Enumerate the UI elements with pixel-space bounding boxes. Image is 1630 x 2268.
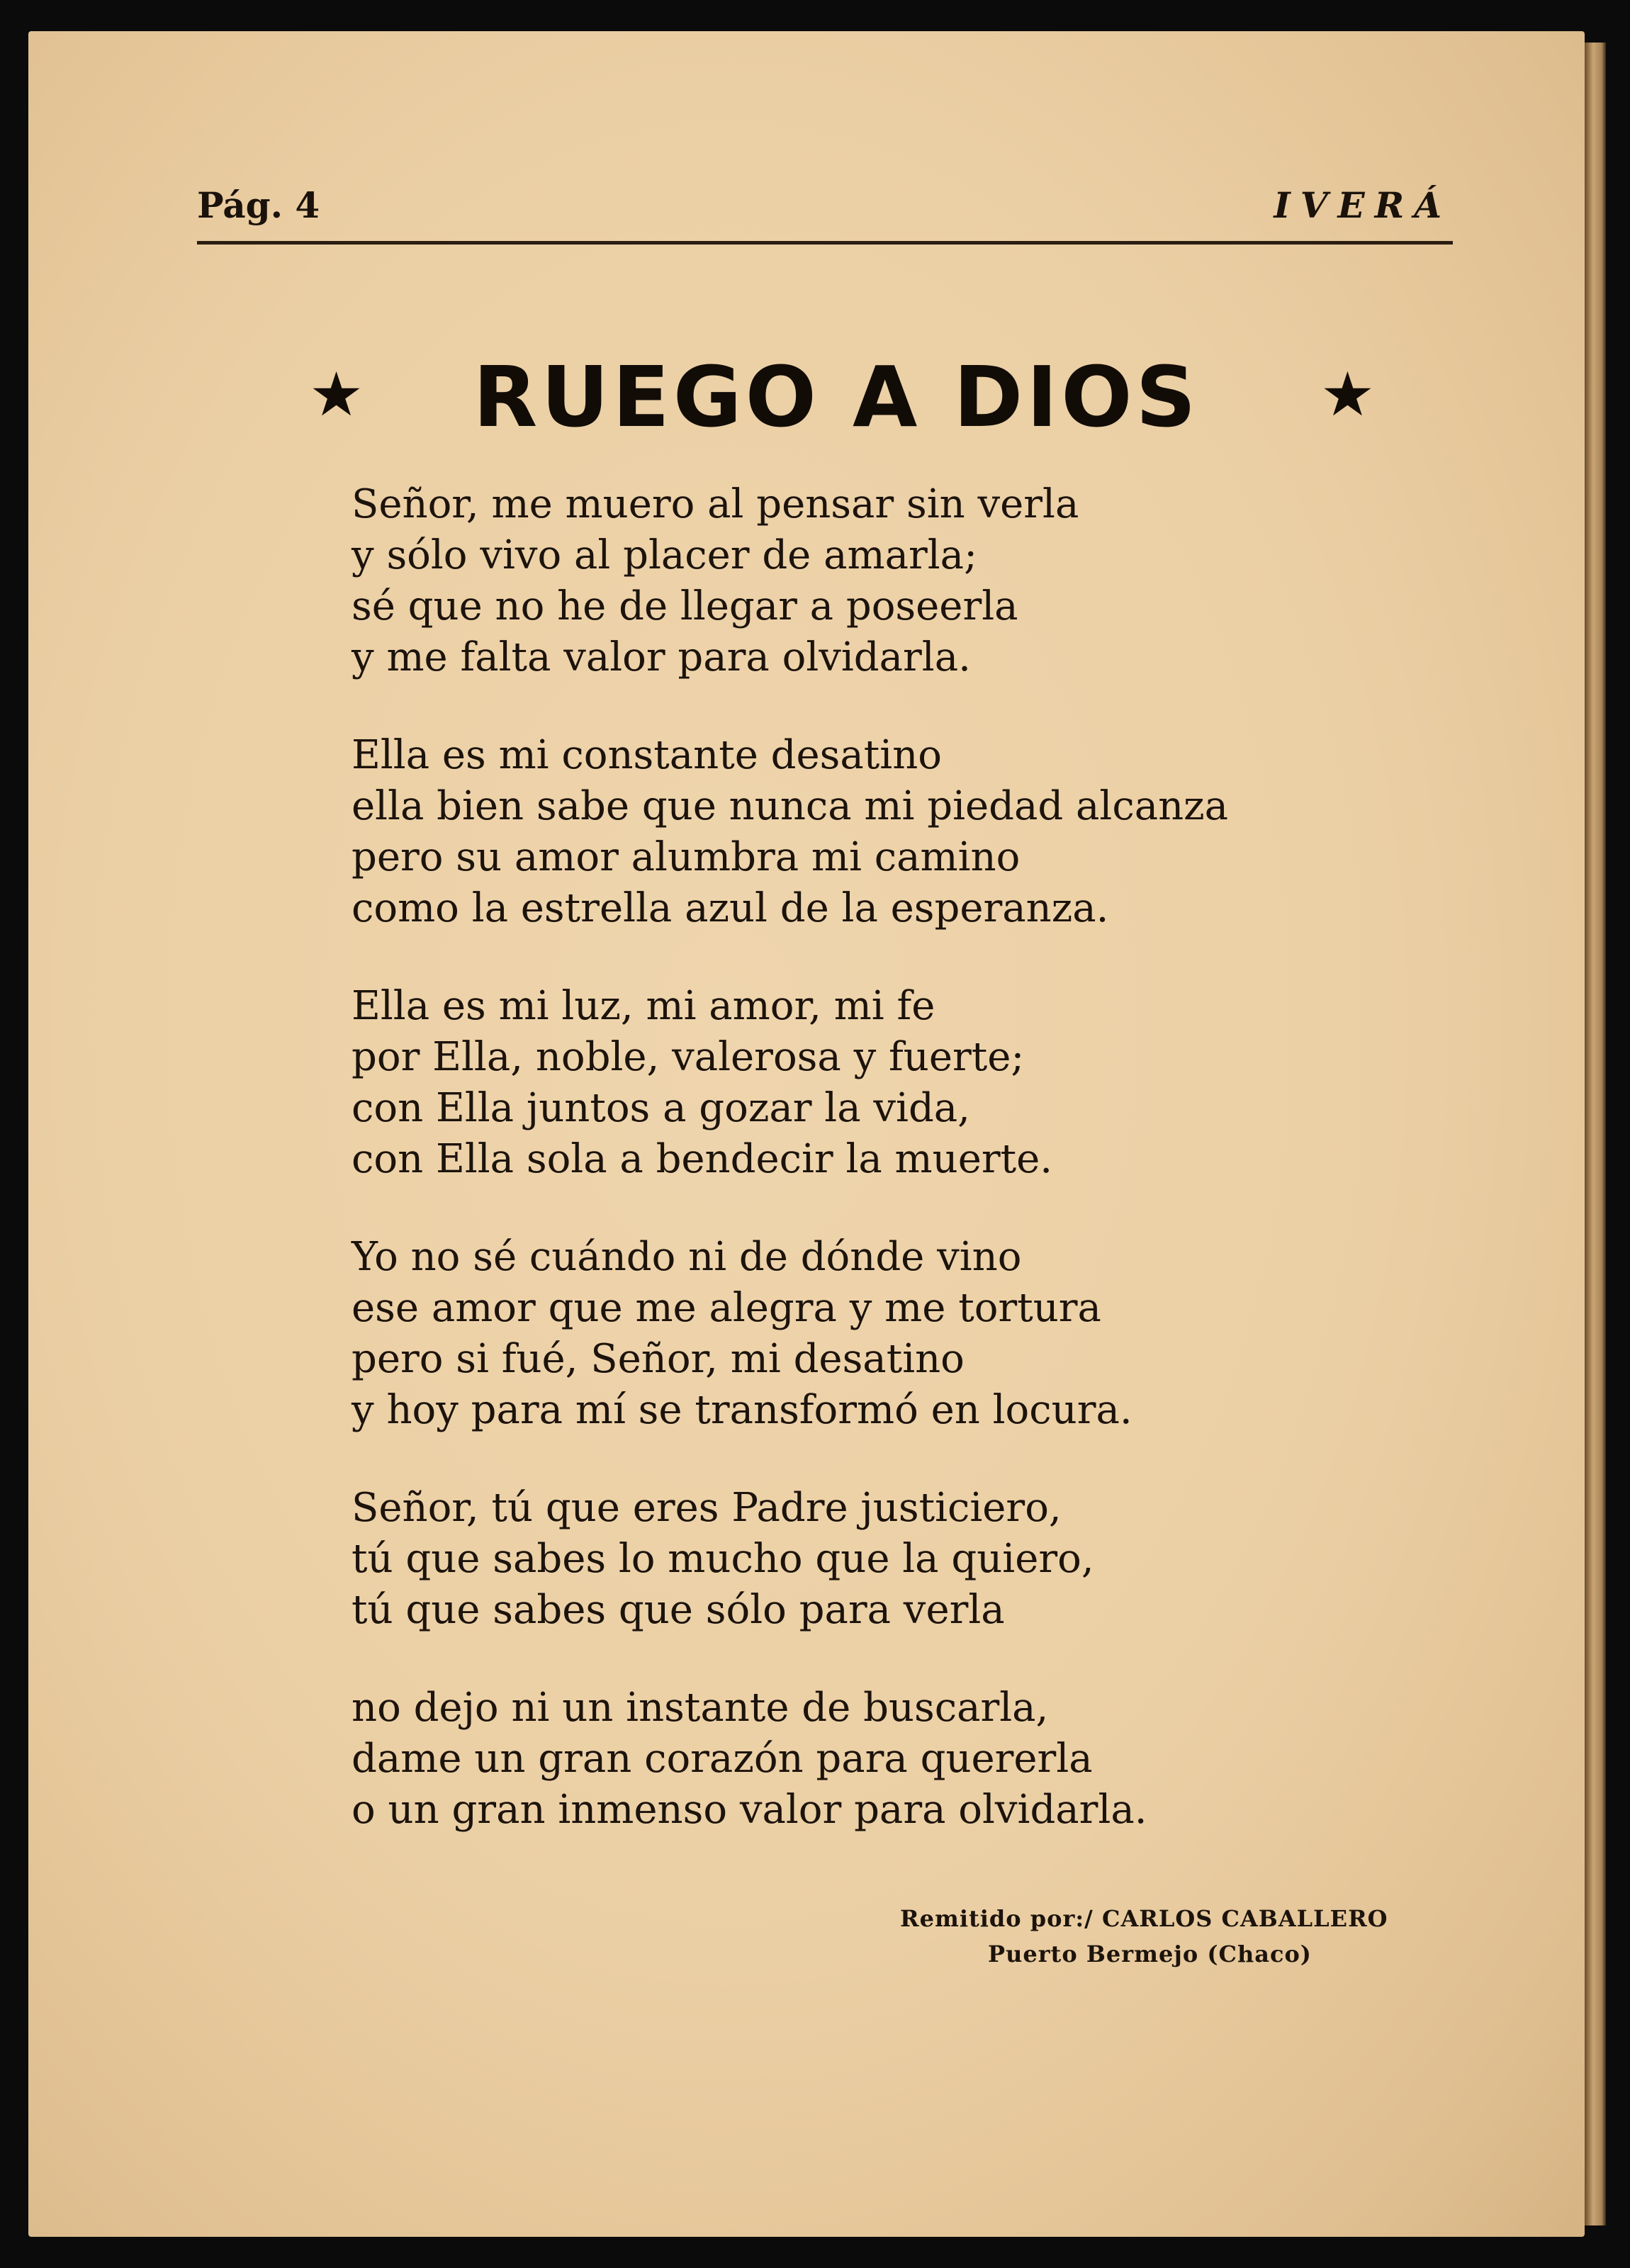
page-number: Pág. 4 [197, 184, 320, 226]
stanza [352, 1232, 1344, 1436]
book-spine-edge [1585, 43, 1606, 2225]
star-icon: ★ [1320, 359, 1375, 430]
verse-line: ella bien sabe que nunca mi piedad alcanza [352, 783, 1229, 829]
verse-line: por Ella, noble, valerosa y fuerte; [352, 1034, 1025, 1080]
verse-line: dame un gran corazón para quererla [352, 1736, 1093, 1782]
verse-line: Yo no sé cuándo ni de dónde vino [352, 1234, 1022, 1280]
verse-line: o un gran inmenso valor para olvidarla. [352, 1787, 1147, 1833]
credit-submitter: Remitido por:/ CARLOS CABALLERO [900, 1905, 1388, 1932]
verse-line: Señor, me muero al pensar sin verla [352, 481, 1079, 527]
credit-location: Puerto Bermejo (Chaco) [988, 1941, 1312, 1967]
verse-line: ese amor que me alegra y me tortura [352, 1285, 1101, 1331]
submission-credit [900, 1901, 1439, 1972]
poem-title-row [298, 344, 1375, 451]
verse-line: Ella es mi luz, mi amor, mi fe [352, 983, 935, 1029]
page-header [169, 170, 1456, 248]
stanza [352, 479, 1344, 683]
stanza [352, 730, 1344, 934]
header-divider [197, 241, 1453, 245]
verse-line: tú que sabes que sólo para verla [352, 1587, 1005, 1633]
stanza [352, 981, 1344, 1185]
stanza [352, 1483, 1344, 1636]
verse-line: pero si fué, Señor, mi desatino [352, 1336, 965, 1382]
verse-line: con Ella juntos a gozar la vida, [352, 1085, 970, 1131]
verse-line: y hoy para mí se transformó en locura. [352, 1387, 1132, 1433]
verse-line: tú que sabes lo mucho que la quiero, [352, 1536, 1094, 1582]
verse-line: y sólo vivo al placer de amarla; [352, 532, 977, 578]
verse-line: con Ella sola a bendecir la muerte. [352, 1136, 1053, 1182]
poem-title: RUEGO A DIOS [473, 348, 1200, 446]
verse-line: como la estrella azul de la esperanza. [352, 885, 1109, 931]
verse-line: sé que no he de llegar a poseerla [352, 583, 1018, 629]
poem-body [352, 479, 1344, 1882]
magazine-title: IVERÁ [1274, 184, 1451, 226]
stanza [352, 1683, 1344, 1836]
verse-line: y me falta valor para olvidarla. [352, 634, 971, 680]
star-icon: ★ [309, 359, 364, 430]
verse-line: pero su amor alumbra mi camino [352, 834, 1021, 880]
verse-line: Señor, tú que eres Padre justiciero, [352, 1485, 1062, 1531]
verse-line: Ella es mi constante desatino [352, 732, 942, 778]
verse-line: no dejo ni un instante de buscarla, [352, 1685, 1049, 1731]
